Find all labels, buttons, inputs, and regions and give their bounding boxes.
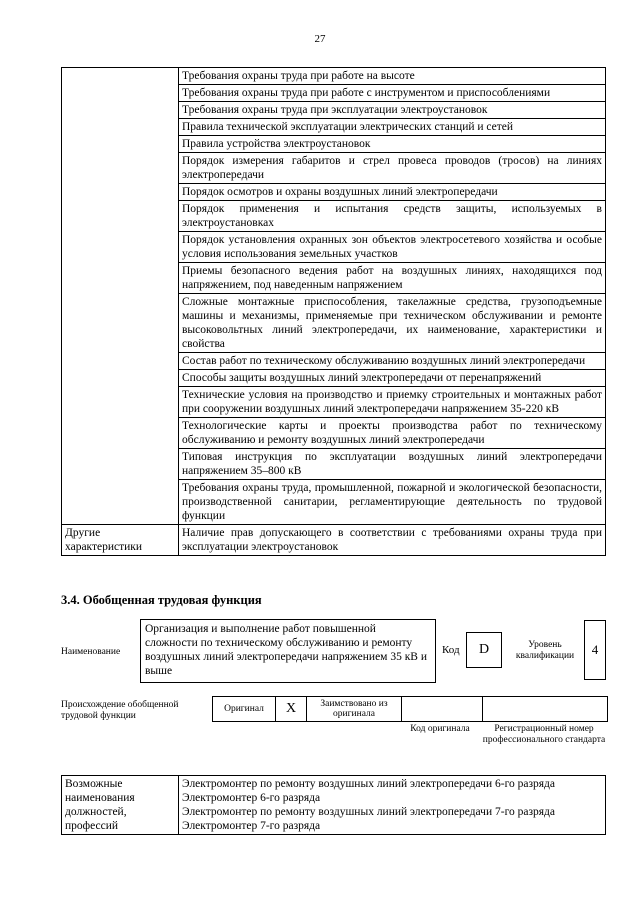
professions-table [61,775,606,835]
other-characteristics-label: Другие характеристики [62,525,179,556]
original-label-cell: Оригинал [212,696,276,722]
reg-number-cell [482,696,608,722]
knowledge-item: Требования охраны труда при работе с инструментом и приспособлениями [179,85,606,102]
code-original-label: Код оригинала [410,724,470,734]
code-value-box: D [466,632,502,668]
knowledge-table [61,67,606,556]
knowledge-item: Требования охраны труда при работе на высоте [179,68,606,85]
code-label: Код [442,644,460,656]
left-cell-empty [62,68,179,525]
profession-item: Электромонтер по ремонту воздушных линий электропередачи 7-го разряда [182,806,556,818]
profession-item: Электромонтер 7-го разряда [182,820,321,832]
knowledge-item: Типовая инструкция по эксплуатации воздушных линий электропередачи напряжением 35–800 кВ [179,449,606,480]
knowledge-item: Технические условия на производство и приемку строительных и монтажных работ при сооружении воздушных линий электропередачи напряжением 35-220 кВ [179,387,606,418]
borrowed-label-cell: Заимствовано из оригинала [306,696,402,722]
qualification-level-box: 4 [584,620,606,680]
knowledge-item: Порядок осмотров и охраны воздушных линий электропередачи [179,184,606,201]
origin-label: Происхождение обобщенной трудовой функции [61,700,179,721]
knowledge-item: Способы защиты воздушных линий электропередачи от перенапряжений [179,370,606,387]
knowledge-item: Порядок измерения габаритов и стрел провеса проводов (тросов) на линиях электропередачи [179,153,606,184]
code-original-cell [401,696,483,722]
knowledge-item: Порядок установления охранных зон объектов электросетевого хозяйства и особые условия использования земельных участков [179,232,606,263]
other-characteristics-value: Наличие прав допускающего в соответствии с требованиями охраны труда при эксплуатации электроустановок [179,525,606,556]
knowledge-item: Сложные монтажные приспособления, такелажные средства, грузоподъемные машины и механизмы, применяемые при техническом обслуживании и ремонте высоковольтных линий электропередачи, их наименование, характеристики и свойства [179,294,606,353]
profession-item: Электромонтер 6-го разряда [182,792,321,804]
knowledge-item: Требования охраны труда, промышленной, пожарной и экологической безопасности, производственной санитарии, регламентирующие деятельность по трудовой функции [179,480,606,525]
professions-list [179,776,606,835]
function-name-box: Организация и выполнение работ повышенной сложности по техническому обслуживанию и ремонту воздушных линий электропередачи напряжением 35 кВ и выше [140,619,436,683]
origin-row [212,696,608,722]
knowledge-item: Технологические карты и проекты производства работ по техническому обслуживанию и ремонту воздушных линий электропередачи [179,418,606,449]
knowledge-item: Правила устройства электроустановок [179,136,606,153]
knowledge-item: Требования охраны труда при эксплуатации электроустановок [179,102,606,119]
original-mark-cell: X [275,696,307,722]
table-row [62,68,606,85]
section-heading: 3.4. Обобщенная трудовая функция [61,593,262,607]
professions-label: Возможные наименования должностей, профессий [62,776,179,835]
name-label: Наименование [61,647,121,657]
knowledge-item: Состав работ по техническому обслуживанию воздушных линий электропередачи [179,353,606,370]
table-row [62,525,606,556]
knowledge-item: Правила технической эксплуатации электрических станций и сетей [179,119,606,136]
page-number: 27 [314,33,326,45]
reg-number-label: Регистрационный номер профессионального стандарта [482,724,606,745]
qualification-level-label: Уровень квалификации [515,640,575,661]
knowledge-item: Порядок применения и испытания средств защиты, используемых в электроустановках [179,201,606,232]
profession-item: Электромонтер по ремонту воздушных линий электропередачи 6-го разряда [182,778,556,790]
table-row [62,776,606,835]
knowledge-item: Приемы безопасного ведения работ на воздушных линиях, находящихся под напряжением, под наведенным напряжением [179,263,606,294]
